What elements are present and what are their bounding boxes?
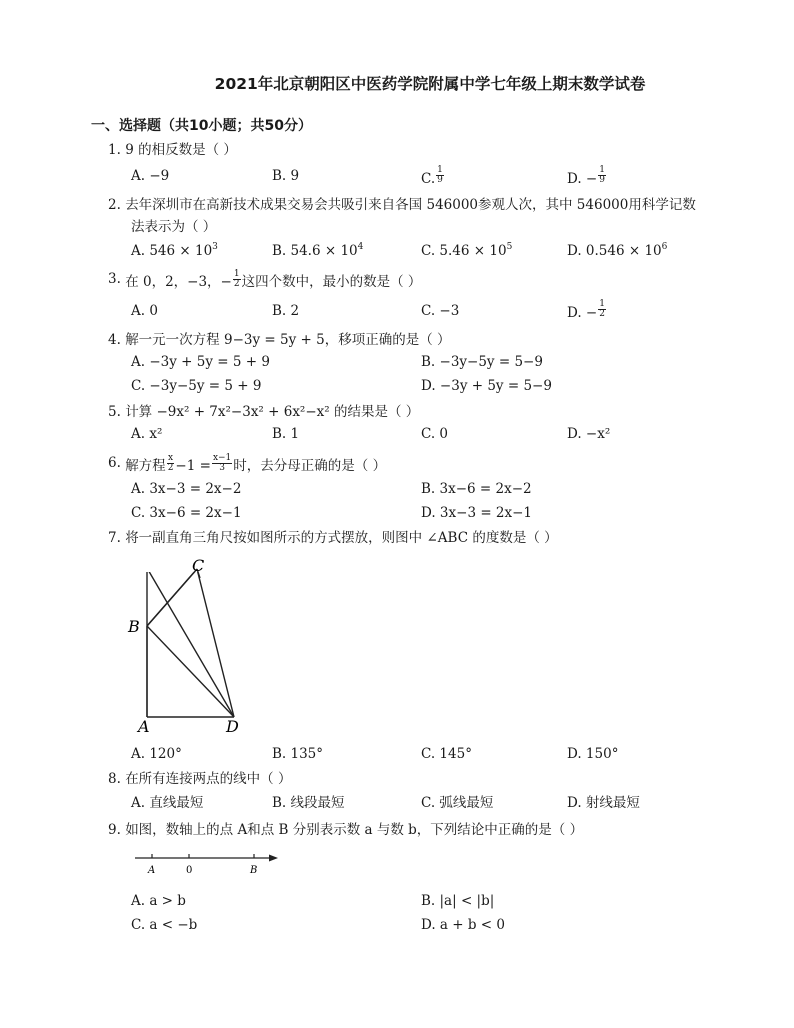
question-1 bbox=[108, 144, 237, 158]
option-c[interactable]: C. a < −b bbox=[131, 917, 198, 933]
option-d[interactable]: D. −3y + 5y = 5−9 bbox=[421, 378, 552, 394]
option-b[interactable]: B. $54.6 \times 10^4$ bbox=[272, 242, 364, 259]
option-d[interactable]: D. a + b < 0 bbox=[421, 917, 505, 933]
question-number: 6. bbox=[108, 455, 121, 471]
option-c[interactable]: C. 145° bbox=[421, 746, 472, 762]
question-stem: 计算 −9x² + 7x²−3x² + 6x²−x² 的结果是（ ） bbox=[125, 404, 420, 420]
question-stem: 在 0，2，−3，− bbox=[125, 274, 232, 290]
option-d[interactable]: D. −x² bbox=[567, 426, 611, 442]
option-b[interactable]: B. 线段最短 bbox=[272, 795, 345, 811]
option-c[interactable]: C. $\frac{1}{9}$ bbox=[421, 165, 443, 187]
question-stem: 去年深圳市在高新技术成果交易会共吸引来自各国 546000参观人次，其中 546000用科学记数 bbox=[125, 197, 696, 213]
label-d: D bbox=[226, 717, 239, 736]
question-8 bbox=[108, 773, 291, 787]
question-number: 7. bbox=[108, 530, 121, 546]
question-3: 3. 在 0，2，−3，− $\frac{1}{2}$ 这四个数中，最小的数是（ ） bbox=[108, 269, 422, 290]
question-number: 9. bbox=[108, 822, 121, 838]
question-stem: 在所有连接两点的线中（ ） bbox=[125, 771, 292, 787]
option-b[interactable]: B. 1 bbox=[272, 426, 300, 442]
point-a-label: A bbox=[148, 865, 156, 876]
question-5 bbox=[108, 406, 419, 420]
point-b-label: B bbox=[250, 865, 258, 876]
question-stem-continued: 法表示为（ ） bbox=[131, 219, 217, 235]
question-stem: 9 的相反数是（ ） bbox=[125, 142, 237, 158]
option-a[interactable]: A. 120° bbox=[131, 746, 182, 762]
question-stem: 解一元一次方程 9−3y = 5y + 5，移项正确的是（ ） bbox=[125, 332, 451, 348]
option-c[interactable]: C. −3y−5y = 5 + 9 bbox=[131, 378, 262, 394]
zero-label: 0 bbox=[186, 865, 193, 876]
question-stem: 解方程 bbox=[125, 458, 166, 474]
option-c[interactable]: C. −3 bbox=[421, 303, 460, 319]
fraction: $\frac{1}{2}$ bbox=[599, 299, 605, 319]
option-d[interactable]: D. − $\frac{1}{2}$ bbox=[567, 299, 605, 321]
arrow-icon bbox=[269, 855, 278, 862]
option-c[interactable]: C. 弧线最短 bbox=[421, 795, 494, 811]
question-7 bbox=[108, 532, 558, 546]
question-number: 3. bbox=[108, 271, 121, 287]
option-a[interactable]: A. 直线最短 bbox=[131, 795, 204, 811]
option-b[interactable]: B. 135° bbox=[272, 746, 324, 762]
section-heading: 一、选择题（共10小题；共50分） bbox=[91, 118, 312, 134]
option-c[interactable]: C. $5.46 \times 10^5$ bbox=[421, 242, 513, 259]
question-6: 6. 解方程 $\frac{x}{2}$ −1 = $\frac{x-1}{3}$ 时，去分母正确的是（ ） bbox=[108, 453, 387, 474]
option-c[interactable]: C. 3x−6 = 2x−1 bbox=[131, 505, 242, 521]
option-a[interactable]: A. −3y + 5y = 5 + 9 bbox=[131, 354, 270, 370]
option-b[interactable]: B. 3x−6 = 2x−2 bbox=[421, 481, 532, 497]
fraction: $\frac{x}{2}$ bbox=[167, 453, 174, 473]
label-c: C bbox=[192, 556, 205, 575]
fraction: $\frac{1}{2}$ bbox=[233, 269, 240, 289]
option-b[interactable]: B. −3y−5y = 5−9 bbox=[421, 354, 543, 370]
option-a[interactable]: A. 3x−3 = 2x−2 bbox=[131, 481, 242, 497]
question-stem: 将一副直角三角尺按如图所示的方式摆放，则图中 ∠ABC 的度数是（ ） bbox=[125, 530, 558, 546]
option-d[interactable]: D. 射线最短 bbox=[567, 795, 640, 811]
option-d[interactable]: D. $0.546 \times 10^6$ bbox=[567, 242, 668, 259]
question-number: 5. bbox=[108, 404, 121, 420]
option-c[interactable]: C. 0 bbox=[421, 426, 449, 442]
option-a[interactable]: A. −9 bbox=[131, 168, 170, 184]
question-number: 4. bbox=[108, 332, 121, 348]
question-stem: 如图，数轴上的点 A和点 B 分别表示数 a 与数 b，下列结论中正确的是（ ） bbox=[125, 822, 584, 838]
label-a: A bbox=[138, 717, 150, 736]
question-number: 1. bbox=[108, 142, 121, 158]
question-number: 2. bbox=[108, 197, 121, 213]
option-a[interactable]: A. a > b bbox=[131, 893, 186, 909]
option-b[interactable]: B. |a| < |b| bbox=[421, 893, 495, 909]
question-9 bbox=[108, 824, 583, 838]
question-2 bbox=[108, 199, 696, 213]
fraction: $\frac{1}{9}$ bbox=[599, 165, 605, 185]
question-number: 8. bbox=[108, 771, 121, 787]
option-a[interactable]: A. $546 \times 10^3$ bbox=[131, 242, 218, 259]
option-d[interactable]: D. 150° bbox=[567, 746, 619, 762]
option-b[interactable]: B. 9 bbox=[272, 168, 300, 184]
option-d[interactable]: D. − $\frac{1}{9}$ bbox=[567, 165, 605, 187]
option-a[interactable]: A. x² bbox=[131, 426, 163, 442]
number-line-figure bbox=[130, 848, 280, 878]
fraction: $\frac{1}{9}$ bbox=[437, 165, 443, 185]
question-4 bbox=[108, 334, 450, 348]
option-d[interactable]: D. 3x−3 = 2x−1 bbox=[421, 505, 533, 521]
fraction: $\frac{x-1}{3}$ bbox=[212, 453, 232, 473]
page-title: 2021年北京朝阳区中医药学院附属中学七年级上期末数学试卷 bbox=[214, 75, 646, 93]
option-b[interactable]: B. 2 bbox=[272, 303, 300, 319]
triangle-figure bbox=[120, 552, 260, 737]
option-a[interactable]: A. 0 bbox=[131, 303, 158, 319]
label-b: B bbox=[128, 617, 140, 636]
